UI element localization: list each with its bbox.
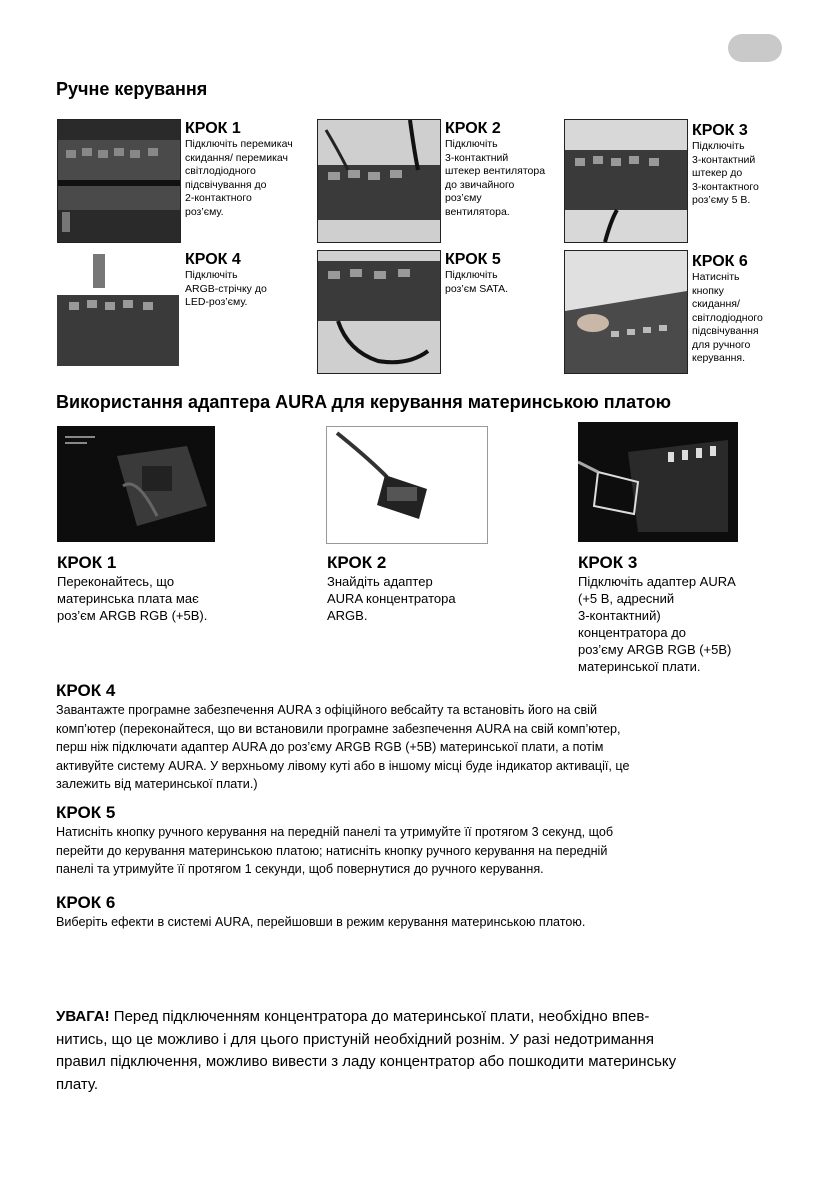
- aura-step-3: [578, 553, 788, 675]
- step-title: КРОК 4: [56, 681, 116, 700]
- step-text: Завантажте програмне забезпечення AURA з офіційного вебсайту та встановіть його на свій комп’ютер (переконайтеся, що ви встановили програмне забезпечення AURA на свій комп’ютер, перш ніж підключати адаптер AURA до роз’єму ARGB RGB (+5В) материнської плати, а потім активуйте систему AURA. У верхньому лівому куті або в іншому місці буде індикатор активації, це залежить від материнської плати.): [56, 703, 630, 791]
- step-title: КРОК 6: [56, 893, 116, 912]
- step-text: Підключіть 3-контактний штекер до 3-контактного роз’єму 5 В.: [692, 140, 759, 206]
- manual-step-3: [692, 121, 792, 208]
- aura-heading: Використання адаптера AURA для керування материнською платою: [56, 392, 672, 412]
- step-title: КРОК 1: [57, 553, 117, 572]
- step-title: КРОК 5: [56, 803, 116, 822]
- aura-step-2: [327, 553, 517, 624]
- step-title: КРОК 6: [692, 253, 748, 270]
- step-text: Знайдіть адаптер AURA концентратора ARGB.: [327, 574, 456, 623]
- page-tab-marker: [728, 34, 782, 62]
- step-text: Підключіть перемикач скидання/ перемикач світлодіодного підсвічування до 2-контактного роз’єму.: [185, 138, 293, 218]
- step3-photo: [564, 119, 688, 243]
- step-text: Підключіть адаптер AURA (+5 В, адресний 3-контактний) концентратора до роз’єму ARGB RGB (+5В) материнської плати.: [578, 574, 736, 674]
- step-text: Підключіть 3-контактний штекер вентилятора до звичайного роз’єму вентилятора.: [445, 138, 546, 218]
- warning-label: УВАГА!: [56, 1008, 110, 1025]
- step-title: КРОК 5: [445, 251, 501, 268]
- aura-step-1: [57, 553, 247, 624]
- manual-step-6: [692, 252, 792, 366]
- aura-adapter-photo: [326, 426, 488, 544]
- step-title: КРОК 2: [327, 553, 387, 572]
- warning-text: Перед підключенням концентратора до материнської плати, необхідно впев- нитись, що це можливо і для цього пристуній необхідний рознім. У разі недотримання правил підключення, можливо вивести з ладу концентратор або пошкодити материнську плату.: [56, 1008, 677, 1093]
- aura-step-6: [56, 893, 786, 932]
- motherboard-photo: [57, 426, 215, 542]
- step6-photo: [564, 250, 688, 374]
- step4-photo: [57, 250, 179, 366]
- manual-step-1: [185, 119, 313, 219]
- step5-photo: [317, 250, 441, 374]
- aura-step-5: [56, 803, 786, 879]
- manual-step-5: [445, 250, 560, 296]
- step-title: КРОК 4: [185, 251, 241, 268]
- step-title: КРОК 2: [445, 120, 501, 137]
- manual-step-2: [445, 119, 560, 219]
- manual-step-4: [185, 250, 313, 310]
- step-text: Переконайтесь, що материнська плата має роз’єм ARGB RGB (+5В).: [57, 574, 208, 623]
- step2-photo: [317, 119, 441, 243]
- step-title: КРОК 3: [692, 122, 748, 139]
- warning-note: [56, 1006, 791, 1096]
- step-text: Виберіть ефекти в системі AURA, перейшовши в режим керування материнською платою.: [56, 915, 586, 929]
- manual-control-heading: Ручне керування: [56, 79, 208, 99]
- step-text: Натисніть кнопку ручного керування на передній панелі та утримуйте її протягом 3 секунд, щоб перейти до керування материнською платою; натисніть кнопку ручного керування на передній панелі та утримуйте її протягом 1 секунди, щоб повернутися до ручного керування.: [56, 825, 614, 876]
- step1-photo: [57, 119, 181, 243]
- aura-step-4: [56, 681, 786, 794]
- step-title: КРОК 3: [578, 553, 638, 572]
- step-text: Натисніть кнопку скидання/ світлодіодного підсвічування для ручного керування.: [692, 271, 763, 364]
- adapter-connect-photo: [578, 422, 738, 542]
- step-text: Підключіть ARGB-стрічку до LED-роз’єму.: [185, 269, 267, 308]
- step-title: КРОК 1: [185, 120, 241, 137]
- step-text: Підключіть роз’єм SATA.: [445, 269, 508, 295]
